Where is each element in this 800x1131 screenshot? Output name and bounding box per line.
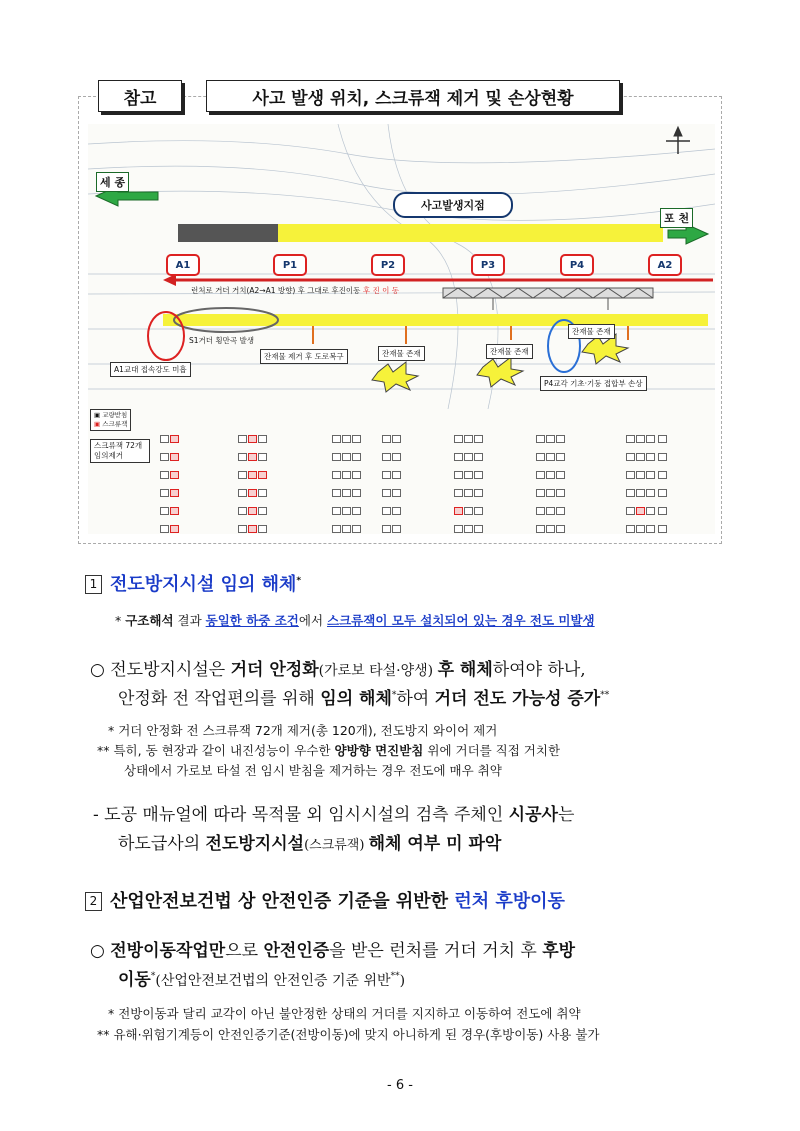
screw-jack-label bbox=[90, 439, 150, 463]
footnote-text: 상태에서 가로보 타설 전 임시 받침을 제거하는 경우 전도에 매우 취약 bbox=[124, 763, 502, 778]
grid-cell bbox=[536, 507, 545, 515]
page-number-text: - 6 - bbox=[387, 1078, 413, 1093]
grid-cell bbox=[352, 507, 361, 515]
legend-jack: ▣ 스크류잭 bbox=[94, 420, 128, 428]
debris-note-4 bbox=[568, 324, 615, 339]
grid-cell bbox=[248, 507, 257, 515]
footnote-mark: * bbox=[391, 690, 397, 701]
footnote-text: * 거더 안정화 전 스크류잭 72개 제거(총 120개), 전도방지 와이어 제거 bbox=[108, 723, 498, 738]
debris-note-2 bbox=[378, 346, 425, 361]
section1-bullet-line1 bbox=[90, 655, 586, 680]
footnote-text: ** 유해·위험기계등이 안전인증기준(전방이동)에 맞지 아니하게 된 경우(후방이동) 사용 불가 bbox=[97, 1027, 600, 1042]
grid-cell bbox=[248, 525, 257, 533]
grid-cell bbox=[646, 525, 655, 533]
text: 하여 bbox=[396, 689, 435, 709]
text: ) bbox=[399, 973, 406, 989]
pier-label: P4 bbox=[569, 259, 585, 271]
grid-cell bbox=[626, 471, 635, 479]
grid-cell bbox=[160, 435, 169, 443]
section1-title-text: 전도방지시설 임의 해체 bbox=[110, 574, 297, 595]
grid-cell bbox=[556, 489, 565, 497]
a1-note-text: A1교대 접속강도 미흡 bbox=[114, 365, 187, 374]
reference-tag-label: 참고 bbox=[123, 88, 157, 109]
grid-cell bbox=[546, 489, 555, 497]
pier-p1 bbox=[273, 254, 307, 276]
legend-bearing-text: 교량받침 bbox=[102, 411, 128, 419]
debris-note-text: 잔재물 제거 후 도로복구 bbox=[264, 352, 344, 361]
debris-note-text: 잔재물 존재 bbox=[490, 347, 529, 356]
direction-left-label bbox=[96, 172, 129, 192]
grid-cell bbox=[170, 507, 179, 515]
grid-cell bbox=[170, 453, 179, 461]
grid-cell bbox=[646, 453, 655, 461]
grid-cell bbox=[626, 525, 635, 533]
grid-cell bbox=[248, 489, 257, 497]
text: - 도공 매뉴얼에 따라 목적물 외 임시시설의 검측 주체인 bbox=[93, 805, 509, 825]
grid-cell bbox=[658, 471, 667, 479]
grid-cell bbox=[556, 435, 565, 443]
grid-cell bbox=[382, 525, 391, 533]
pier-a1 bbox=[166, 254, 200, 276]
grid-cell bbox=[258, 507, 267, 515]
grid-cell bbox=[646, 507, 655, 515]
grid-cell bbox=[342, 453, 351, 461]
grid-cell bbox=[454, 435, 463, 443]
grid-cell bbox=[646, 489, 655, 497]
section1-dash-line2 bbox=[118, 829, 501, 854]
launcher-truss bbox=[443, 288, 653, 310]
grid-cell bbox=[658, 489, 667, 497]
grid-cell bbox=[248, 453, 257, 461]
grid-cell bbox=[160, 525, 169, 533]
grid-cell bbox=[556, 525, 565, 533]
note-blue: 스크류잭이 모두 설치되어 있는 경우 전도 미발생 bbox=[327, 613, 595, 628]
grid-cell bbox=[636, 453, 645, 461]
grid-cell bbox=[658, 453, 667, 461]
accident-diagram bbox=[88, 124, 715, 534]
bold-text: 이동 bbox=[118, 970, 151, 990]
grid-cell bbox=[474, 525, 483, 533]
grid-cell bbox=[658, 525, 667, 533]
bridge-deck-dark bbox=[178, 224, 278, 242]
grid-cell bbox=[352, 489, 361, 497]
grid-cell bbox=[238, 525, 247, 533]
section1-note bbox=[115, 611, 595, 629]
grid-cell bbox=[474, 453, 483, 461]
pier-label: A2 bbox=[657, 259, 673, 271]
grid-legend bbox=[90, 409, 131, 431]
section2-title-blue: 런처 후방이동 bbox=[454, 891, 565, 912]
grid-cell bbox=[238, 435, 247, 443]
debris-note-text: 잔재물 존재 bbox=[382, 349, 421, 358]
grid-cell bbox=[454, 453, 463, 461]
debris-note-text: 잔재물 존재 bbox=[572, 327, 611, 336]
launcher-note bbox=[188, 284, 402, 297]
grid-cell bbox=[332, 435, 341, 443]
accident-site-label bbox=[393, 192, 513, 218]
bold-text: 임의 해체 bbox=[320, 689, 392, 709]
bold-text: 후 해체 bbox=[437, 660, 493, 680]
grid-cell bbox=[546, 507, 555, 515]
bold-text: 시공사 bbox=[508, 805, 558, 825]
debris-note-3 bbox=[486, 344, 533, 359]
grid-cell bbox=[392, 453, 401, 461]
text: (가로보 타설·양생) bbox=[318, 663, 438, 679]
grid-cell bbox=[392, 507, 401, 515]
damage-burst-icon bbox=[372, 362, 418, 392]
grid-cell bbox=[170, 435, 179, 443]
text: 는 bbox=[557, 805, 575, 825]
s1-note-text: S1거더 횡만곡 발생 bbox=[189, 336, 255, 345]
grid-cell bbox=[258, 471, 267, 479]
grid-cell bbox=[636, 507, 645, 515]
text: ○ bbox=[90, 941, 111, 961]
bold-text: 전방이동작업만 bbox=[110, 941, 226, 961]
direction-left-text: 세 종 bbox=[100, 176, 126, 189]
footnote-mark: * bbox=[150, 971, 156, 982]
grid-cell bbox=[248, 471, 257, 479]
grid-cell bbox=[342, 435, 351, 443]
footnote-text: ** 특히, 동 현장과 같이 내진성능이 우수한 bbox=[97, 743, 335, 758]
grid-cell bbox=[658, 507, 667, 515]
grid-cell bbox=[382, 489, 391, 497]
launcher-note-text: 런처로 거더 거치(A2→A1 방향) 후 그대로 후진이동 bbox=[191, 286, 361, 295]
grid-cell bbox=[392, 525, 401, 533]
grid-cell bbox=[160, 489, 169, 497]
grid-cell bbox=[636, 435, 645, 443]
legend-bearing: ▣ 교량받침 bbox=[94, 411, 128, 419]
section2-bullet-line2 bbox=[118, 965, 405, 990]
section2-bullet-line1 bbox=[90, 936, 575, 961]
direction-right-text: 포 천 bbox=[664, 212, 690, 225]
grid-cell bbox=[332, 525, 341, 533]
grid-cell bbox=[464, 507, 473, 515]
grid-cell bbox=[170, 489, 179, 497]
text: (스크류잭) bbox=[304, 838, 369, 853]
section2-footnote1 bbox=[108, 1004, 581, 1022]
grid-cell bbox=[238, 471, 247, 479]
footnote-bold: 양방향 면진받침 bbox=[334, 743, 424, 758]
grid-cell bbox=[474, 507, 483, 515]
grid-cell bbox=[556, 507, 565, 515]
accident-site-text: 사고발생지점 bbox=[421, 199, 485, 212]
note-blue: 동일한 하중 조건 bbox=[205, 613, 299, 628]
direction-right-label bbox=[660, 208, 693, 228]
grid-cell bbox=[454, 507, 463, 515]
grid-cell bbox=[352, 471, 361, 479]
figure-title-text: 사고 발생 위치, 스크류잭 제거 및 손상현황 bbox=[252, 88, 574, 109]
grid-cell bbox=[536, 471, 545, 479]
pier-label: P3 bbox=[480, 259, 496, 271]
bold-text: 거더 전도 가능성 증가 bbox=[434, 689, 601, 709]
grid-cell bbox=[258, 525, 267, 533]
grid-cell bbox=[536, 453, 545, 461]
grid-cell bbox=[258, 453, 267, 461]
grid-cell bbox=[382, 471, 391, 479]
grid-cell bbox=[546, 435, 555, 443]
grid-cell bbox=[258, 489, 267, 497]
text: ○ 전도방지시설은 bbox=[90, 660, 231, 680]
grid-cell bbox=[546, 525, 555, 533]
grid-cell bbox=[342, 471, 351, 479]
p4-note bbox=[540, 376, 647, 391]
section1-dash-line1 bbox=[93, 800, 574, 825]
screw-jack-label-text: 스크류잭 72개 임의제거 bbox=[94, 441, 143, 460]
pier-p3 bbox=[471, 254, 505, 276]
bold-text: 전도방지시설 bbox=[205, 834, 305, 854]
footnote-mark: ** bbox=[600, 690, 610, 701]
section1-footnote1 bbox=[108, 721, 497, 739]
pier-label: P1 bbox=[282, 259, 298, 271]
grid-cell bbox=[382, 453, 391, 461]
section1-title-mark: * bbox=[296, 576, 302, 586]
compass-icon bbox=[666, 127, 690, 154]
section2-title bbox=[85, 887, 565, 913]
section2-number: 2 bbox=[85, 892, 102, 911]
grid-cell bbox=[636, 525, 645, 533]
grid-cell bbox=[160, 471, 169, 479]
pier-p2 bbox=[371, 254, 405, 276]
grid-cell bbox=[352, 453, 361, 461]
grid-cell bbox=[556, 453, 565, 461]
section1-footnote2 bbox=[97, 741, 560, 759]
grid-cell bbox=[352, 525, 361, 533]
bridge-deck-yellow bbox=[278, 224, 663, 242]
figure-title bbox=[206, 80, 620, 112]
s1-note bbox=[186, 334, 257, 347]
section1-bullet-line2 bbox=[118, 684, 609, 709]
grid-cell bbox=[536, 489, 545, 497]
pier-label: A1 bbox=[175, 259, 191, 271]
grid-cell bbox=[392, 435, 401, 443]
lower-deck-yellow bbox=[163, 314, 708, 326]
grid-cell bbox=[352, 435, 361, 443]
grid-cell bbox=[342, 507, 351, 515]
section1-footnote2-line2 bbox=[124, 761, 502, 779]
grid-cell bbox=[464, 525, 473, 533]
damage-burst-icon bbox=[477, 357, 523, 387]
grid-cell bbox=[474, 471, 483, 479]
grid-cell bbox=[536, 435, 545, 443]
text: 으로 bbox=[225, 941, 264, 961]
note-text: 에서 bbox=[298, 613, 328, 628]
bold-text: 후방 bbox=[542, 941, 576, 961]
grid-cell bbox=[474, 489, 483, 497]
grid-cell bbox=[342, 525, 351, 533]
grid-cell bbox=[382, 435, 391, 443]
reference-tag bbox=[98, 80, 182, 112]
pier-label: P2 bbox=[380, 259, 396, 271]
bold-text: 안전인증 bbox=[263, 941, 330, 961]
bold-text: 거더 안정화 bbox=[230, 660, 319, 680]
debris-note-1 bbox=[260, 349, 348, 364]
grid-cell bbox=[626, 435, 635, 443]
a1-note bbox=[110, 362, 191, 377]
grid-cell bbox=[536, 525, 545, 533]
note-bold: 구조해석 bbox=[125, 613, 174, 628]
footnote-text: 위에 거더를 직접 거치한 bbox=[423, 743, 561, 758]
footnote-text: * 전방이동과 달리 교각이 아닌 불안정한 상태의 거더를 지지하고 이동하여 전도에 취약 bbox=[108, 1006, 581, 1021]
text: (산업안전보건법의 안전인증 기준 위반 bbox=[155, 973, 391, 989]
grid-cell bbox=[658, 435, 667, 443]
grid-cell bbox=[238, 489, 247, 497]
launcher-note-red: 후 진 이 동 bbox=[362, 286, 399, 295]
grid-cell bbox=[474, 435, 483, 443]
grid-cell bbox=[238, 507, 247, 515]
grid-cell bbox=[392, 471, 401, 479]
grid-cell bbox=[248, 435, 257, 443]
bold-text: 해체 여부 미 파악 bbox=[368, 834, 502, 854]
grid-cell bbox=[382, 507, 391, 515]
grid-cell bbox=[392, 489, 401, 497]
text: 안정화 전 작업편의를 위해 bbox=[118, 689, 321, 709]
grid-cell bbox=[464, 453, 473, 461]
pier-a2 bbox=[648, 254, 682, 276]
grid-cell bbox=[626, 453, 635, 461]
grid-cell bbox=[170, 471, 179, 479]
grid-cell bbox=[646, 471, 655, 479]
section1-title bbox=[85, 570, 301, 596]
pier-p4 bbox=[560, 254, 594, 276]
grid-cell bbox=[646, 435, 655, 443]
grid-cell bbox=[332, 489, 341, 497]
grid-cell bbox=[464, 489, 473, 497]
grid-cell bbox=[556, 471, 565, 479]
grid-cell bbox=[332, 507, 341, 515]
grid-cell bbox=[454, 471, 463, 479]
legend-jack-text: 스크류잭 bbox=[102, 420, 128, 428]
note-text: 결과 bbox=[173, 613, 206, 628]
grid-cell bbox=[546, 471, 555, 479]
grid-cell bbox=[238, 453, 247, 461]
note-prefix: * bbox=[115, 613, 126, 628]
footnote-mark: ** bbox=[390, 971, 400, 982]
text: 하여야 하나, bbox=[492, 660, 586, 680]
grid-cell bbox=[160, 507, 169, 515]
grid-cell bbox=[170, 525, 179, 533]
grid-cell bbox=[464, 471, 473, 479]
p4-note-text: P4교각 기초·기둥 접합부 손상 bbox=[544, 379, 643, 388]
grid-cell bbox=[454, 525, 463, 533]
section1-number: 1 bbox=[85, 575, 102, 594]
grid-cell bbox=[464, 435, 473, 443]
text: 하도급사의 bbox=[118, 834, 206, 854]
section2-title-text: 산업안전보건법 상 안전인증 기준을 위반한 bbox=[110, 891, 455, 912]
grid-cell bbox=[626, 489, 635, 497]
text: 을 받은 런처를 거더 거치 후 bbox=[329, 941, 543, 961]
section2-footnote2 bbox=[97, 1025, 599, 1043]
grid-cell bbox=[636, 489, 645, 497]
grid-cell bbox=[160, 453, 169, 461]
grid-cell bbox=[636, 471, 645, 479]
grid-cell bbox=[626, 507, 635, 515]
grid-cell bbox=[332, 453, 341, 461]
grid-cell bbox=[332, 471, 341, 479]
grid-cell bbox=[546, 453, 555, 461]
grid-cell bbox=[258, 435, 267, 443]
grid-cell bbox=[342, 489, 351, 497]
page-number bbox=[0, 1078, 800, 1093]
grid-cell bbox=[454, 489, 463, 497]
